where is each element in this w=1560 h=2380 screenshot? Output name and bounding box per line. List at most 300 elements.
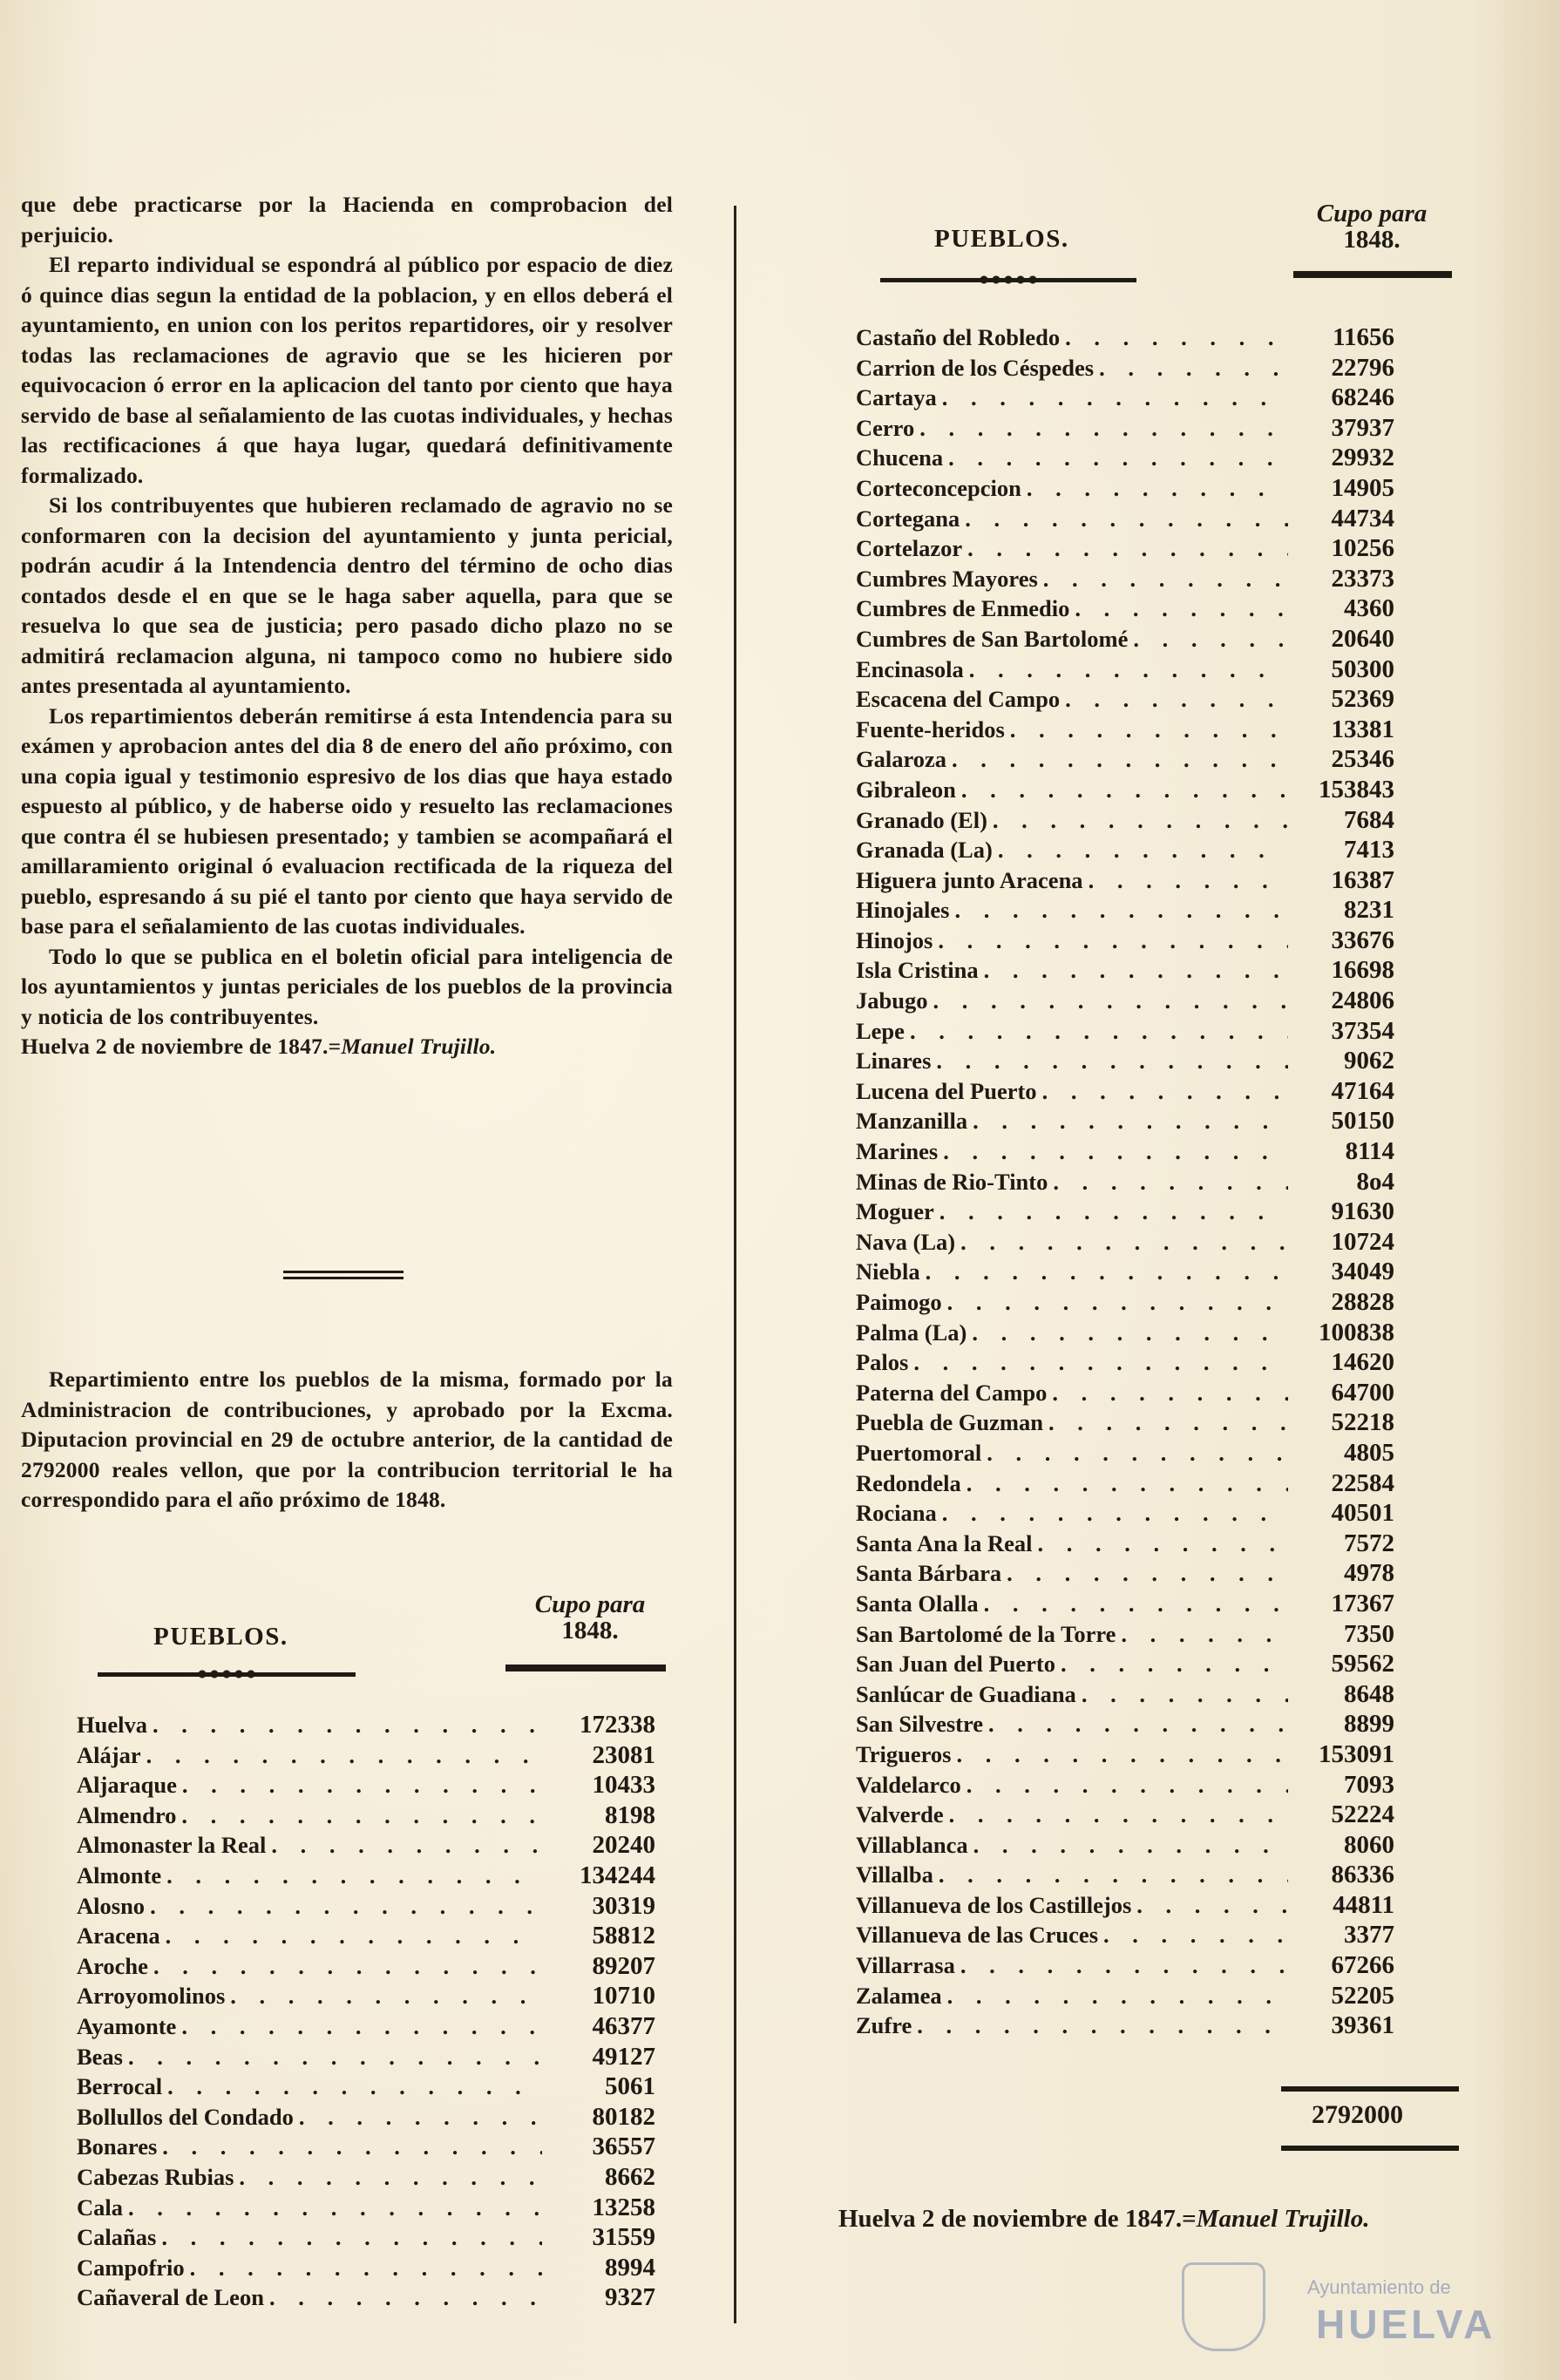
leader-dots [146,1740,542,1771]
cupo-value: 52224 [1331,1800,1394,1829]
table-row [856,383,1394,413]
cupo-value: 49127 [592,2042,655,2071]
leader-dots [166,1921,542,1951]
table-row [856,1498,1394,1529]
table-row [856,986,1394,1016]
pueblo-name: Campofrio [77,2254,185,2281]
cupo-value: 4360 [1344,594,1394,623]
table-row [856,1136,1394,1167]
cupo-value: 9062 [1344,1047,1394,1075]
cupo-value: 36557 [592,2133,655,2161]
pueblo-name: Carrion de los Céspedes [856,354,1095,381]
pueblo-name: Cala [77,2194,123,2221]
paragraph-3: Si los contribuyentes que hubieren reclamado de agravio no se conformaren con la decision del ayuntamiento y junta pericial, podrán acudir á la Intendencia dentro del término de ocho dias contados desde el en que se le haga saber aquella, para que se resuelva lo que sea de justicia; pero pasado dicho plazo no se admitirá reclamacion alguna, ni tampoco como no hubiere sido antes presentada al ayuntamiento. [21,492,673,698]
watermark-line2: HUELVA [1316,2302,1496,2347]
signature-place: Huelva 2 de noviembre de 1847.= [21,1034,342,1059]
table-row [77,2042,655,2072]
cupo-value: 8662 [605,2162,655,2191]
table-row [856,865,1394,896]
table-row [856,1438,1394,1468]
pueblo-name: Cabezas Rubias [77,2163,234,2190]
leader-dots [947,1981,1288,2011]
cupo-value: 172338 [580,1711,655,1739]
table-row [856,1649,1394,1679]
table-row [856,443,1394,473]
leader-dots [1133,624,1288,654]
cupo-value: 8o4 [1356,1167,1394,1196]
leader-dots [936,1046,1288,1076]
right-header-rule [1293,271,1452,278]
archive-seal-icon [1182,2262,1265,2351]
table-row [856,1016,1394,1047]
cupo-value: 52218 [1331,1408,1394,1437]
cupo-value: 5061 [605,2072,655,2101]
table-row [856,413,1394,444]
leader-dots [182,1770,542,1800]
table-row [856,1920,1394,1950]
cupo-value: 8060 [1344,1830,1394,1859]
table-row [856,473,1394,504]
pueblo-name: Santa Ana la Real [856,1529,1033,1556]
table-row [77,1770,655,1800]
table-row [856,1529,1394,1559]
table-row [77,1981,655,2011]
cupo-value: 31559 [592,2223,655,2252]
cupo-value: 153091 [1319,1739,1394,1768]
leader-dots [190,2253,542,2283]
pueblo-name: Santa Olalla [856,1590,979,1617]
pueblo-name: Villalba [856,1861,933,1888]
pueblo-name: Encinasola [856,655,964,682]
table-row [856,1679,1394,1710]
leader-dots [161,2222,542,2253]
table-row [856,895,1394,926]
cupo-value: 52205 [1331,1981,1394,2010]
cupo-value: 14905 [1331,473,1394,502]
table-row [856,504,1394,534]
pueblo-name: Nava (La) [856,1228,956,1255]
pueblo-name: Linares [856,1048,932,1075]
leader-dots [1099,353,1288,383]
left-header-pueblos: PUEBLOS. [153,1623,288,1651]
pueblo-name: San Bartolomé de la Torre [856,1620,1116,1647]
table-row [77,2193,655,2223]
cupo-value: 44811 [1333,1890,1394,1919]
leader-dots [910,1016,1288,1047]
leader-dots [1042,1076,1288,1107]
cupo-value: 16387 [1331,865,1394,894]
table-row [856,1378,1394,1408]
table-row [856,1770,1394,1800]
footer-place: Huelva 2 de noviembre de 1847.= [838,2205,1197,2233]
right-header-pueblos: PUEBLOS. [934,225,1069,253]
cupo-value: 134244 [580,1861,655,1889]
table-row [856,353,1394,383]
left-header-ornament [98,1668,356,1680]
pueblo-name: Escacena del Campo [856,686,1061,713]
pueblo-name: Almendro [77,1801,177,1828]
pueblo-name: Alájar [77,1741,141,1768]
cupo-value: 13258 [592,2193,655,2221]
pueblo-name: Valdelarco [856,1771,961,1798]
table-row [77,2282,655,2313]
cupo-value: 10256 [1331,534,1394,563]
leader-dots [917,2010,1288,2041]
table-row [856,1197,1394,1227]
table-row [856,1830,1394,1861]
cupo-value: 10724 [1331,1227,1394,1256]
table-row [856,1227,1394,1258]
left-header-cupo-line1: Cupo para [534,1590,646,1618]
pueblo-name: Aracena [77,1922,160,1949]
leader-dots [993,805,1288,836]
table-row [77,2132,655,2162]
table-row [856,1046,1394,1076]
footer-signature [838,2205,1369,2234]
leader-dots [167,2071,542,2102]
pueblo-name: Palma (La) [856,1319,967,1346]
cupo-value: 16698 [1331,956,1394,985]
cupo-value: 59562 [1331,1650,1394,1678]
pueblo-name: Cumbres de San Bartolomé [856,625,1129,652]
leader-dots [1103,1920,1288,1950]
pueblo-name: Huelva [77,1712,147,1738]
leader-dots [239,2162,542,2193]
total-rule-top [1281,2086,1459,2092]
pueblo-name: Galaroza [856,746,947,773]
cupo-value: 52369 [1331,685,1394,714]
leader-dots [1007,1558,1288,1589]
leader-dots [153,1951,542,1982]
cupo-value: 23081 [592,1740,655,1769]
left-header-rule [505,1665,666,1671]
leader-dots [939,1860,1288,1890]
pueblo-name: Beas [77,2043,123,2070]
table-row [77,1830,655,1861]
pueblo-name: San Juan del Puerto [856,1651,1055,1678]
table-row [856,1167,1394,1197]
cupo-value: 7350 [1344,1619,1394,1648]
table-row [856,1407,1394,1438]
cupo-value: 10433 [592,1771,655,1800]
leader-dots [1037,1529,1288,1559]
cupo-value: 3377 [1344,1921,1394,1949]
cupo-value: 37937 [1331,413,1394,442]
pueblo-name: Lepe [856,1017,905,1044]
leader-dots [166,1861,542,1891]
cupo-value: 29932 [1331,444,1394,472]
table-row [856,1950,1394,1981]
leader-dots [1043,564,1288,594]
table-row [77,1710,655,1740]
leader-dots [1010,715,1288,745]
cupo-value: 4805 [1344,1438,1394,1467]
leader-dots [128,2193,542,2223]
pueblo-name: Jabugo [856,987,928,1014]
right-header-ornament [880,274,1136,286]
leader-dots [956,1739,1288,1770]
table-row [856,684,1394,715]
cupo-value: 25346 [1331,745,1394,774]
cupo-value: 80182 [592,2102,655,2131]
cupo-value: 17367 [1331,1589,1394,1617]
pueblo-name: Gibraleon [856,776,956,803]
pueblo-name: Isla Cristina [856,957,979,984]
cupo-value: 91630 [1331,1197,1394,1226]
table-row [856,1619,1394,1650]
table-row [856,1287,1394,1318]
leader-dots [960,1950,1288,1981]
leader-dots [967,1770,1288,1800]
table-row [856,715,1394,745]
table-row [856,1981,1394,2011]
leader-dots [987,1438,1288,1468]
leader-dots [967,1468,1288,1499]
table-row [856,1257,1394,1287]
leader-dots [954,895,1288,926]
leader-dots [230,1981,542,2011]
table-row [856,624,1394,654]
pueblo-name: Redondela [856,1469,961,1496]
table-row [856,1347,1394,1378]
cupo-value: 89207 [592,1951,655,1980]
cupo-value: 50150 [1331,1107,1394,1136]
table-row [856,564,1394,594]
signature-name: Manuel Trujillo. [341,1034,497,1059]
pueblo-name: Villarrasa [856,1952,955,1979]
cupo-value: 34049 [1331,1258,1394,1286]
table-row [856,593,1394,624]
left-text-column [21,190,673,1062]
cupo-value: 10710 [592,1982,655,2010]
table-row [856,1860,1394,1890]
paragraph-2: El reparto individual se espondrá al público por espacio de diez ó quince dias segun la entidad de la poblacion, y en ellos deberá el ayuntamiento, en union con los peritos repartidores, oir y resolver todas las reclamaciones de agravio que se les hicieren por equivocacion ó error en la aplicacion del tanto por ciento que haya servido de base al señalamiento de las cuotas individuales, y hechas las rectificaciones á que haya lugar, quedará definitivamente formalizado. [21,252,673,488]
signature-line [21,1032,673,1062]
cupo-value: 13381 [1331,715,1394,743]
cupo-value: 20640 [1331,624,1394,653]
cupo-value: 4978 [1344,1559,1394,1588]
pueblo-name: Zalamea [856,1982,942,2009]
table-row [856,1076,1394,1107]
cupo-value: 64700 [1331,1378,1394,1407]
cupo-value: 44734 [1331,504,1394,532]
right-header-cupo-line1: Cupo para [1316,200,1428,227]
leader-dots [998,835,1288,865]
pueblo-name: Chucena [856,444,944,471]
cupo-value: 22796 [1331,353,1394,382]
paragraph-6: Repartimiento entre los pueblos de la misma, formado por la Administracion de contribuciones, y aprobado por la Excma. Diputacion provincial en 29 de octubre anterior, de la cantidad de 2792000 reales vellon, que por la contribucion territorial le ha correspondido para el año próximo de 1848. [21,1366,673,1512]
leader-dots [1065,322,1288,353]
cupo-value: 39361 [1331,2011,1394,2040]
leader-dots [269,2282,542,2313]
pueblo-name: Villablanca [856,1831,968,1858]
leader-dots [948,443,1288,473]
table-row [856,533,1394,564]
pueblo-name: Calañas [77,2224,157,2251]
total-value: 2792000 [1312,2100,1403,2129]
table-row [856,1468,1394,1499]
leader-dots [1082,1679,1288,1710]
cupo-value: 86336 [1331,1861,1394,1889]
pueblo-name: Cañaveral de Leon [77,2284,264,2311]
watermark-line1: Ayuntamiento de [1307,2276,1451,2298]
cupo-value: 11656 [1333,323,1394,351]
leader-dots [919,413,1288,444]
leader-dots [961,775,1288,805]
cupo-value: 8648 [1344,1679,1394,1708]
pueblo-name: Sanlúcar de Guadiana [856,1680,1076,1707]
table-row [856,926,1394,956]
leader-dots [299,2102,542,2133]
section-divider-ornament [283,1271,404,1283]
leader-dots [181,2011,542,2042]
pueblo-name: Berrocal [77,2073,163,2100]
pueblo-name: Puertomoral [856,1439,982,1466]
table-row [856,805,1394,836]
table-row [856,775,1394,805]
cupo-value: 67266 [1331,1951,1394,1980]
pueblo-name: Villanueva de los Castillejos [856,1891,1132,1918]
pueblo-name: Manzanilla [856,1108,968,1135]
pueblo-name: Valverde [856,1801,944,1828]
leader-dots [942,1498,1288,1529]
total-rule-bottom [1281,2146,1459,2151]
leader-dots [1136,1890,1288,1921]
pueblo-name: Granada (La) [856,837,993,864]
leader-dots [1089,865,1288,896]
cupo-value: 47164 [1331,1076,1394,1105]
leader-dots [1053,1167,1288,1197]
pueblo-name: Santa Bárbara [856,1560,1002,1587]
pueblo-name: Moguer [856,1198,934,1225]
pueblo-name: Cumbres de Enmedio [856,595,1070,622]
leader-dots [1048,1407,1288,1438]
table-row [856,1106,1394,1136]
pueblo-name: Cortelazor [856,535,963,562]
leader-dots [153,1710,542,1740]
cupo-value: 14620 [1331,1348,1394,1377]
cupo-value: 22584 [1331,1468,1394,1497]
cupo-value: 7413 [1344,836,1394,865]
table-row [77,2011,655,2042]
cupo-value: 28828 [1331,1288,1394,1316]
leader-dots [1075,593,1288,624]
leader-dots [973,1830,1288,1861]
left-header-cupo [516,1591,664,1644]
leader-dots [960,1227,1288,1258]
table-row [856,2010,1394,2041]
leader-dots [973,1106,1288,1136]
table-row [77,2102,655,2133]
cupo-value: 8994 [605,2253,655,2282]
table-row [856,1739,1394,1770]
pueblo-name: Almonaster la Real [77,1832,267,1859]
cupo-value: 7572 [1344,1529,1394,1557]
table-row [856,1800,1394,1830]
leader-dots [942,383,1288,413]
leader-dots [972,1318,1288,1348]
pueblo-name: Cerro [856,414,915,441]
pueblo-name: Cumbres Mayores [856,565,1038,592]
cupo-value: 7684 [1344,805,1394,834]
leader-dots [988,1709,1288,1739]
table-row [856,1318,1394,1348]
column-divider [734,206,736,2323]
leader-dots [965,504,1288,534]
leader-dots [1065,684,1288,715]
pueblo-name: Rociana [856,1500,937,1527]
leader-dots [947,1287,1288,1318]
leader-dots [943,1136,1288,1167]
footer-name: Manuel Trujillo. [1196,2205,1370,2233]
leader-dots [128,2042,542,2072]
table-row [856,1890,1394,1921]
leader-dots [271,1830,542,1861]
right-header-cupo-line2: 1848. [1343,226,1401,254]
table-row [77,1861,655,1891]
pueblo-name: Granado (El) [856,806,987,833]
leader-dots [913,1347,1288,1378]
cupo-value: 50300 [1331,654,1394,683]
cupo-value: 33676 [1331,926,1394,954]
table-row [856,1589,1394,1619]
pueblo-name: Hinojos [856,926,933,953]
table-row [77,1951,655,1982]
pueblo-name: Cartaya [856,384,937,411]
pueblo-name: Niebla [856,1258,920,1285]
leader-dots [1027,473,1288,504]
pueblo-name: Hinojales [856,897,950,924]
left-table-rows [77,1710,655,2313]
paragraph-5: Todo lo que se publica en el boletin oficial para inteligencia de los ayuntamientos y juntas periciales de los pueblos de la provincia y noticia de los contribuyentes. [21,943,673,1029]
paragraph-4: Los repartimientos deberán remitirse á esta Intendencia para su exámen y aprobacion antes del dia 8 de enero del año próximo, con una copia igual y testimonio espresivo de los dias que haya estado espuesto al público, y de haberse oido y resuelto las reclamaciones que contra él se hubiesen presentado; y tambien se acompañará el amillaramiento original ó evaluacion rectificada de la riqueza del pueblo, espresando á su pié el tanto por ciento que haya servido de base para el señalamiento de las cuotas individuales. [21,702,673,939]
pueblo-name: Fuente-heridos [856,715,1005,742]
pueblo-name: Trigueros [856,1740,952,1767]
paragraph-1: que debe practicarse por la Hacienda en comprobacion del perjuicio. [21,192,673,247]
right-table-rows [856,322,1394,2041]
pueblo-name: Marines [856,1138,939,1165]
table-row [856,654,1394,685]
pueblo-name: Lucena del Puerto [856,1077,1037,1104]
cupo-value: 8231 [1344,896,1394,925]
pueblo-name: Zufre [856,2012,912,2039]
right-header-cupo [1293,200,1450,253]
leader-dots [938,926,1288,956]
cupo-value: 30319 [592,1891,655,1920]
leader-dots [952,744,1288,775]
pueblo-name: San Silvestre [856,1711,984,1738]
left-header-cupo-line2: 1848. [561,1617,619,1644]
leader-dots [162,2132,542,2162]
table-row [77,1891,655,1922]
pueblo-name: Paterna del Campo [856,1379,1048,1406]
cupo-value: 68246 [1331,383,1394,412]
leader-dots [984,1589,1288,1619]
table-row [856,955,1394,986]
leader-dots [1052,1378,1288,1408]
table-row [77,2162,655,2193]
repartimiento-intro [21,1365,673,1515]
pueblo-name: Alosno [77,1892,146,1919]
cupo-value: 23373 [1331,564,1394,593]
leader-dots [939,1197,1288,1227]
pueblo-name: Ayamonte [77,2012,177,2039]
table-row [77,2253,655,2283]
pueblo-name: Minas de Rio-Tinto [856,1168,1048,1195]
cupo-value: 153843 [1319,775,1394,804]
table-row [856,1709,1394,1739]
cupo-value: 8114 [1345,1137,1394,1166]
